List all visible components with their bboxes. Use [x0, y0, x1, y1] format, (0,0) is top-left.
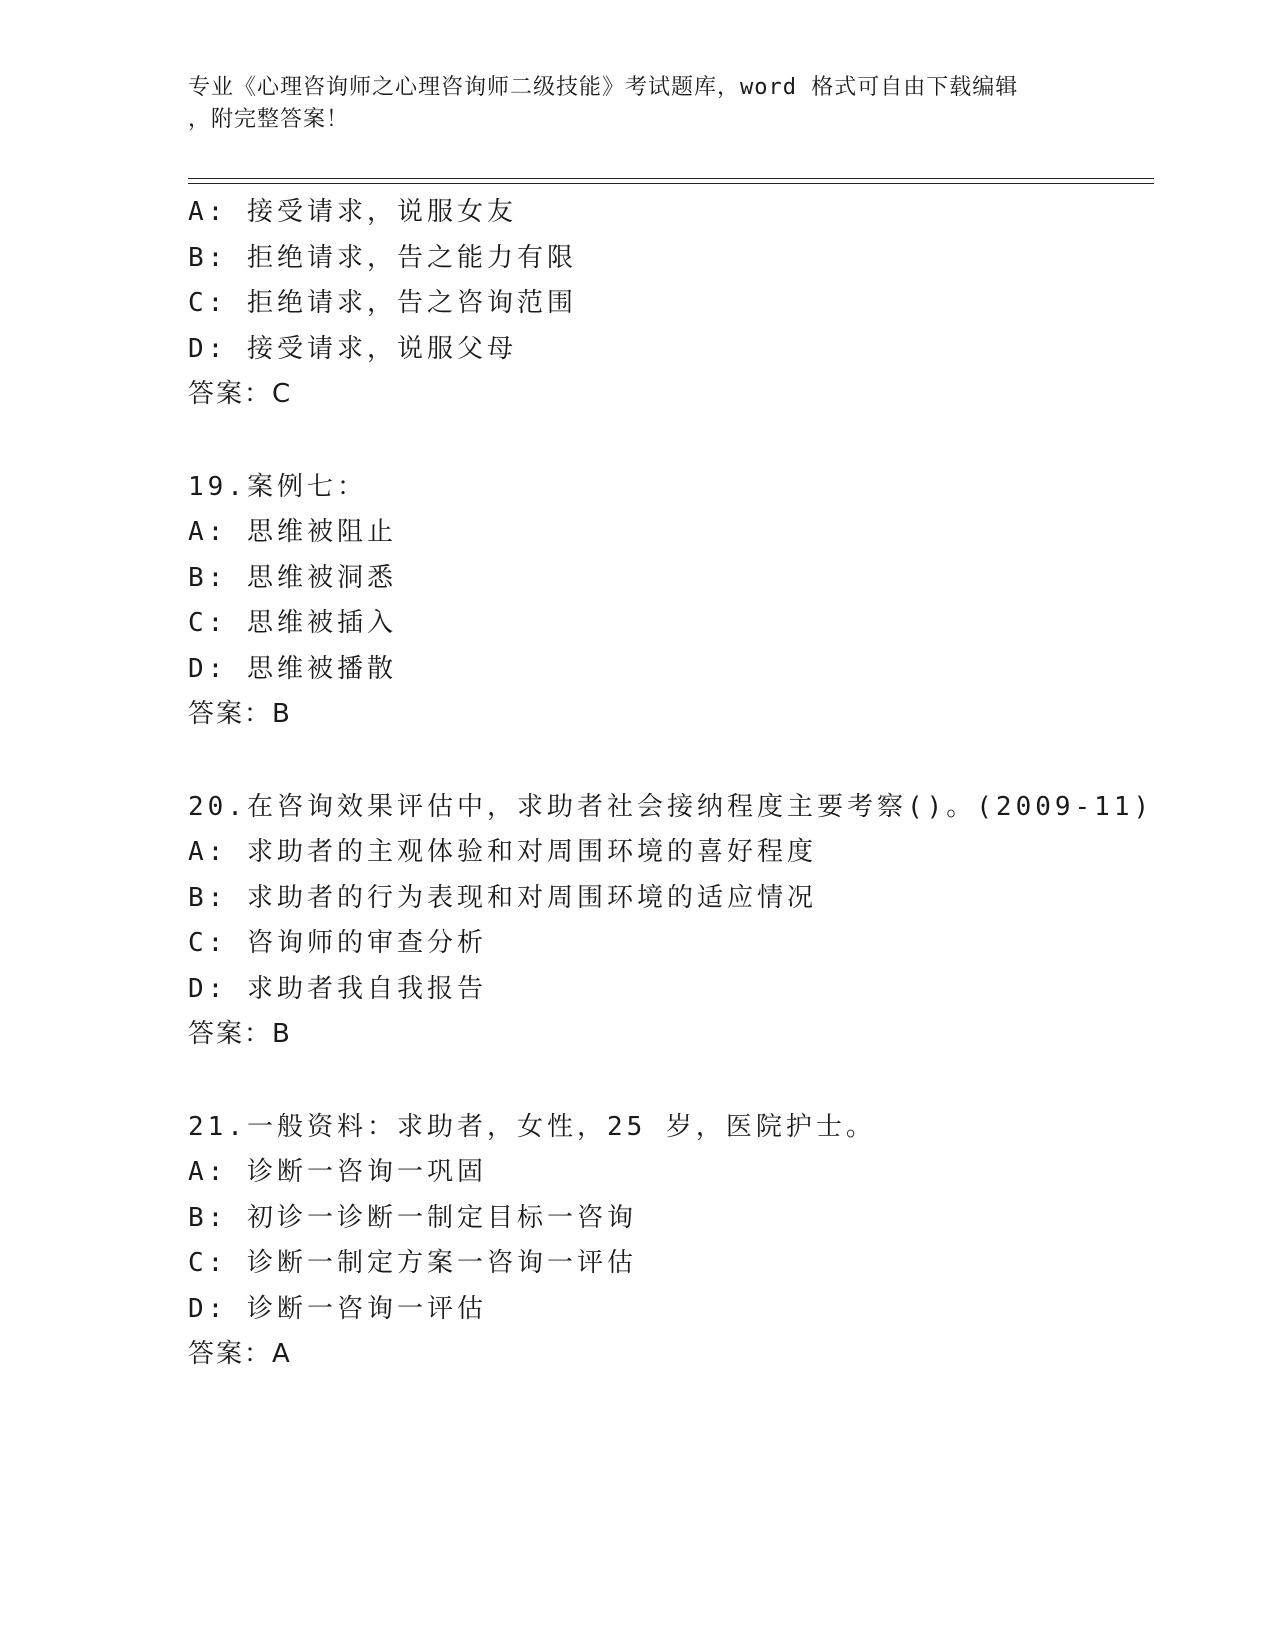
option-b: B: 思维被洞悉: [188, 562, 397, 593]
question-title: 20.在咨询效果评估中，求助者社会接纳程度主要考察()。(2009-11): [188, 791, 1154, 822]
header-line-2: ，附完整答案！: [188, 107, 350, 132]
option-d: D: 思维被播散: [188, 653, 397, 684]
header-divider-bottom: [188, 183, 1154, 184]
header-line-1: 专业《心理咨询师之心理咨询师二级技能》考试题库，word 格式可自由下载编辑: [188, 75, 1019, 100]
option-a: A: 诊断一咨询一巩固: [188, 1157, 487, 1187]
option-a: A: 思维被阻止: [188, 517, 397, 547]
header-divider-top: [188, 178, 1154, 179]
document-header: [188, 72, 1068, 136]
answer-line: 答案：B: [188, 1019, 292, 1049]
option-d: D: 诊断一咨询一评估: [188, 1293, 487, 1324]
option-b: B: 初诊一诊断一制定目标一咨询: [188, 1202, 637, 1233]
option-c: C: 思维被插入: [188, 608, 397, 638]
option-d: D: 接受请求，说服父母: [188, 333, 517, 364]
option-d: D: 求助者我自我报告: [188, 973, 487, 1004]
question-20-block: [188, 785, 1168, 1058]
question-list: [188, 190, 1168, 1378]
answer-line: 答案：A: [188, 1339, 292, 1369]
option-b: B: 拒绝请求，告之能力有限: [188, 242, 577, 273]
question-19-block: [188, 465, 1168, 738]
question-18-block: [188, 190, 1168, 418]
option-a: A: 接受请求，说服女友: [188, 197, 517, 227]
question-title: 21.一般资料：求助者，女性，25 岁，医院护士。: [188, 1111, 876, 1142]
question-title: 19.案例七：: [188, 471, 367, 502]
question-21-block: [188, 1105, 1168, 1378]
option-b: B: 求助者的行为表现和对周围环境的适应情况: [188, 882, 817, 913]
option-a: A: 求助者的主观体验和对周围环境的喜好程度: [188, 837, 817, 867]
answer-line: 答案：C: [188, 379, 293, 409]
option-c: C: 咨询师的审查分析: [188, 928, 487, 958]
answer-line: 答案：B: [188, 699, 292, 729]
option-c: C: 拒绝请求，告之咨询范围: [188, 288, 577, 318]
option-c: C: 诊断一制定方案一咨询一评估: [188, 1248, 637, 1278]
